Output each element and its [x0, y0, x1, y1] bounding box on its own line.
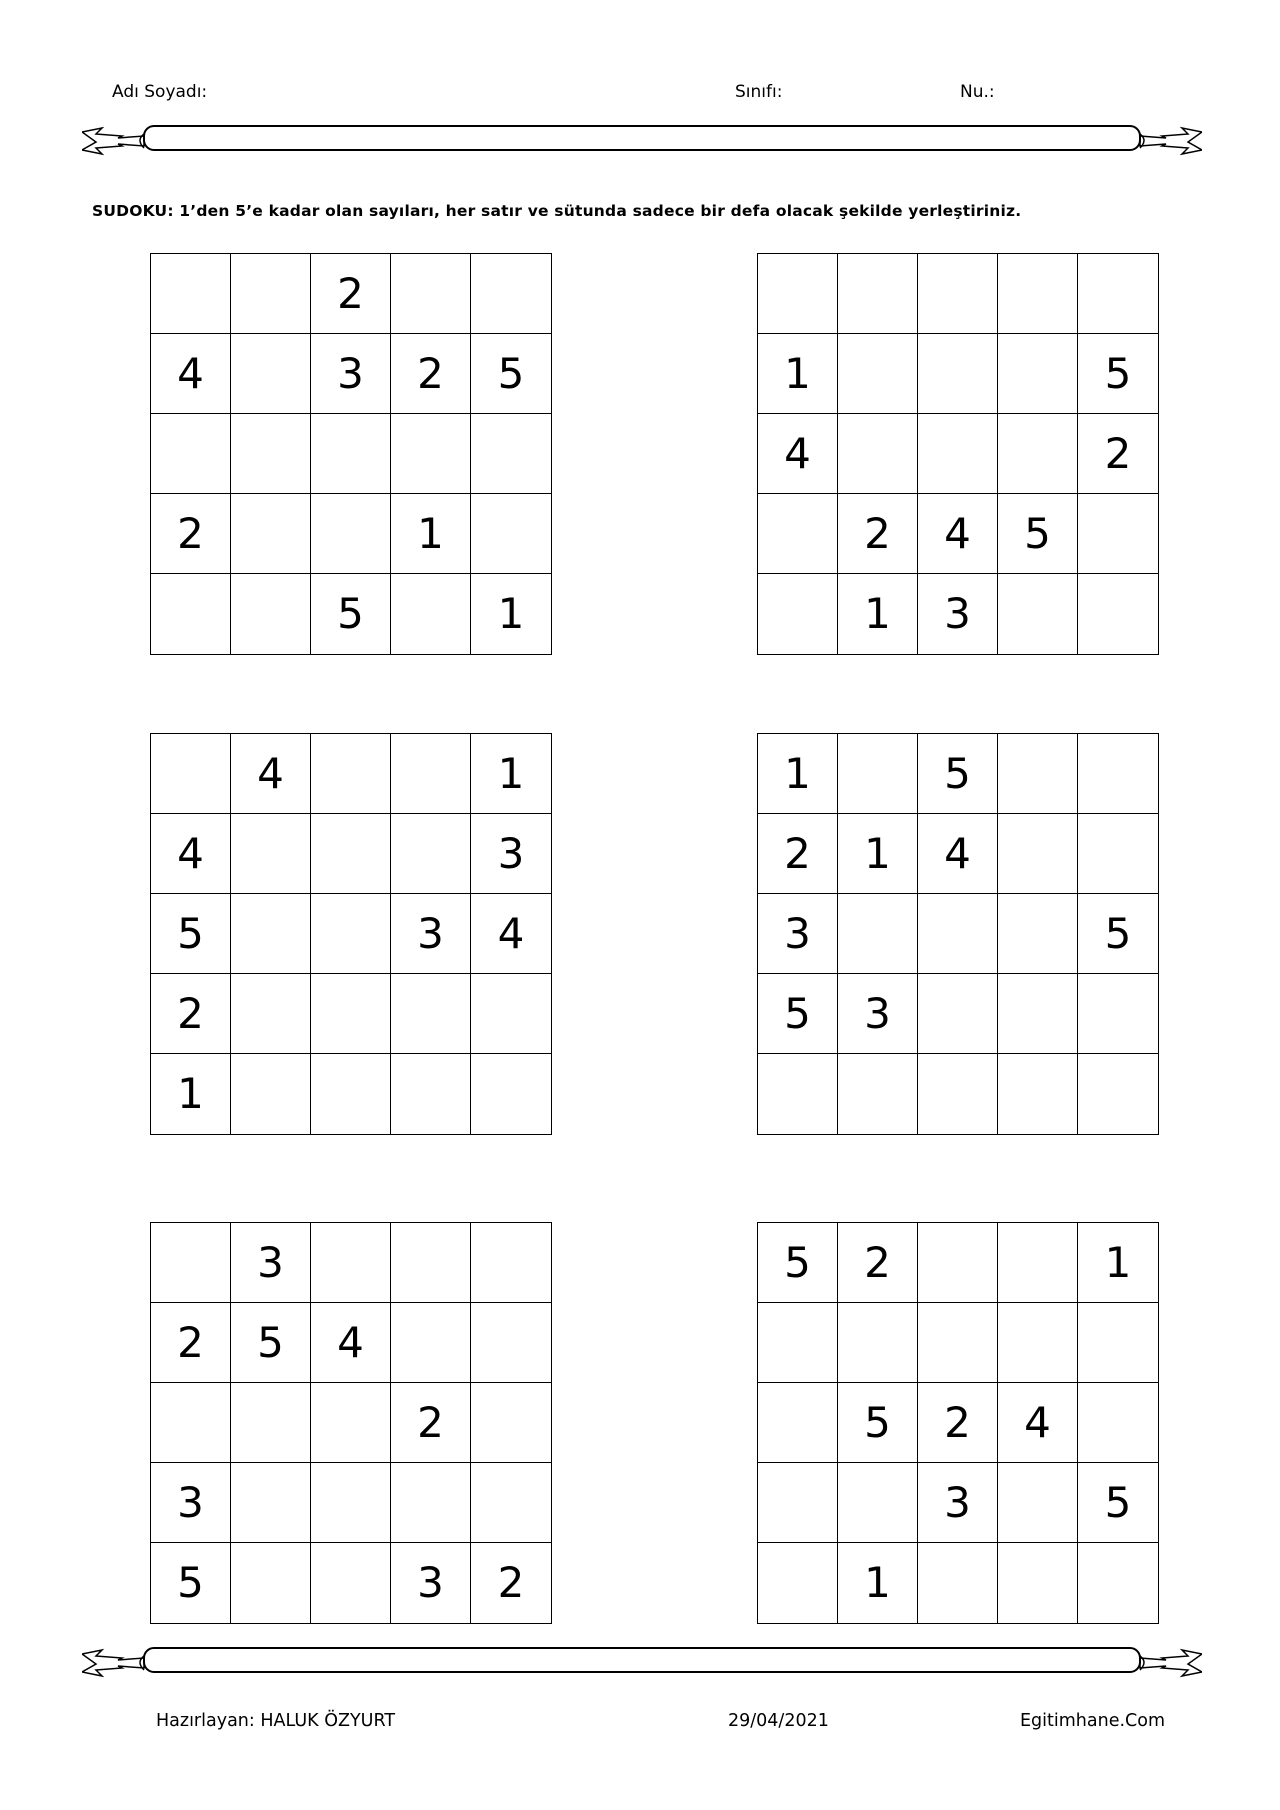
sudoku-empty-cell[interactable] [1078, 1303, 1158, 1383]
sudoku-given-cell: 2 [151, 1303, 231, 1383]
sudoku-empty-cell[interactable] [918, 334, 998, 414]
sudoku-given-cell: 5 [231, 1303, 311, 1383]
sudoku-empty-cell[interactable] [918, 1543, 998, 1623]
website-text: Egitimhane.Com [1020, 1711, 1166, 1731]
sudoku-given-cell: 3 [151, 1463, 231, 1543]
sudoku-empty-cell[interactable] [998, 1543, 1078, 1623]
sudoku-given-cell: 3 [311, 334, 391, 414]
sudoku-empty-cell[interactable] [391, 1223, 471, 1303]
sudoku-empty-cell[interactable] [838, 1463, 918, 1543]
sudoku-given-cell: 2 [1078, 414, 1158, 494]
sudoku-empty-cell[interactable] [998, 1054, 1078, 1134]
sudoku-given-cell: 5 [1078, 334, 1158, 414]
sudoku-empty-cell[interactable] [231, 1383, 311, 1463]
sudoku-empty-cell[interactable] [838, 334, 918, 414]
sudoku-given-cell: 4 [151, 334, 231, 414]
sudoku-empty-cell[interactable] [918, 974, 998, 1054]
sudoku-empty-cell[interactable] [311, 414, 391, 494]
sudoku-empty-cell[interactable] [391, 974, 471, 1054]
sudoku-given-cell: 5 [1078, 1463, 1158, 1543]
sudoku-empty-cell[interactable] [1078, 574, 1158, 654]
sudoku-empty-cell[interactable] [838, 254, 918, 334]
sudoku-given-cell: 5 [918, 734, 998, 814]
sudoku-empty-cell[interactable] [391, 254, 471, 334]
sudoku-given-cell: 3 [391, 894, 471, 974]
sudoku-given-cell: 2 [838, 1223, 918, 1303]
sudoku-empty-cell[interactable] [311, 1463, 391, 1543]
date-text: 29/04/2021 [728, 1711, 829, 1731]
sudoku-given-cell: 1 [758, 334, 838, 414]
sudoku-empty-cell[interactable] [758, 574, 838, 654]
sudoku-given-cell: 4 [758, 414, 838, 494]
sudoku-empty-cell[interactable] [918, 414, 998, 494]
sudoku-empty-cell[interactable] [998, 1223, 1078, 1303]
sudoku-given-cell: 4 [231, 734, 311, 814]
scroll-banner-top [82, 120, 1202, 160]
sudoku-empty-cell[interactable] [231, 814, 311, 894]
sudoku-given-cell: 5 [758, 1223, 838, 1303]
sudoku-empty-cell[interactable] [231, 334, 311, 414]
class-label: Sınıfı: [735, 82, 783, 102]
sudoku-empty-cell[interactable] [151, 734, 231, 814]
sudoku-empty-cell[interactable] [998, 574, 1078, 654]
sudoku-empty-cell[interactable] [391, 574, 471, 654]
sudoku-empty-cell[interactable] [391, 1303, 471, 1383]
sudoku-given-cell: 5 [838, 1383, 918, 1463]
sudoku-empty-cell[interactable] [998, 254, 1078, 334]
sudoku-empty-cell[interactable] [918, 1054, 998, 1134]
sudoku-empty-cell[interactable] [311, 1543, 391, 1623]
sudoku-given-cell: 2 [497, 1558, 525, 1607]
sudoku-grid-4 [757, 733, 1159, 1135]
sudoku-grid-5 [150, 1222, 552, 1624]
sudoku-empty-cell[interactable] [151, 254, 231, 334]
sudoku-given-cell: 3 [231, 1223, 311, 1303]
sudoku-given-cell: 2 [918, 1383, 998, 1463]
sudoku-grid-3 [150, 733, 552, 1135]
sudoku-empty-cell[interactable] [391, 414, 471, 494]
sudoku-given-cell: 4 [998, 1383, 1078, 1463]
sudoku-empty-cell[interactable] [311, 494, 391, 574]
sudoku-empty-cell[interactable] [758, 1463, 838, 1543]
sudoku-empty-cell[interactable] [231, 894, 311, 974]
sudoku-empty-cell[interactable] [918, 894, 998, 974]
sudoku-empty-cell[interactable] [1078, 974, 1158, 1054]
sudoku-empty-cell[interactable] [231, 494, 311, 574]
sudoku-empty-cell[interactable] [998, 894, 1078, 974]
sudoku-empty-cell[interactable] [1078, 1383, 1158, 1463]
sudoku-empty-cell[interactable] [918, 1223, 998, 1303]
sudoku-empty-cell[interactable] [471, 974, 551, 1054]
sudoku-empty-cell[interactable] [471, 1383, 551, 1463]
sudoku-empty-cell[interactable] [838, 1054, 918, 1134]
sudoku-given-cell: 1 [391, 494, 471, 574]
sudoku-empty-cell[interactable] [471, 254, 551, 334]
instruction-text: SUDOKU: 1’den 5’e kadar olan sayıları, her satır ve sütunda sadece bir defa olacak şekilde yerleştiriniz. [92, 202, 1022, 220]
sudoku-empty-cell[interactable] [998, 814, 1078, 894]
sudoku-empty-cell[interactable] [231, 574, 311, 654]
sudoku-empty-cell[interactable] [471, 494, 551, 574]
sudoku-given-cell: 5 [151, 894, 231, 974]
author-credit: Hazırlayan: HALUK ÖZYURT [156, 1711, 396, 1731]
sudoku-grid-1 [150, 253, 552, 655]
sudoku-given-cell: 1 [151, 1054, 231, 1134]
sudoku-empty-cell[interactable] [311, 1223, 391, 1303]
sudoku-empty-cell[interactable] [151, 414, 231, 494]
sudoku-empty-cell[interactable] [471, 414, 551, 494]
sudoku-empty-cell[interactable] [231, 1054, 311, 1134]
sudoku-empty-cell[interactable] [758, 1383, 838, 1463]
student-name-label: Adı Soyadı: [112, 82, 208, 102]
sudoku-given-cell: 4 [311, 1303, 391, 1383]
sudoku-grid-2 [757, 253, 1159, 655]
sudoku-empty-cell[interactable] [391, 814, 471, 894]
sudoku-empty-cell[interactable] [838, 414, 918, 494]
student-number-label: Nu.: [960, 82, 995, 102]
sudoku-given-cell: 3 [471, 814, 551, 894]
sudoku-given-cell: 3 [391, 1543, 471, 1623]
sudoku-empty-cell[interactable] [1078, 814, 1158, 894]
sudoku-empty-cell[interactable] [758, 494, 838, 574]
sudoku-given-cell: 3 [758, 894, 838, 974]
sudoku-empty-cell[interactable] [838, 894, 918, 974]
sudoku-empty-cell[interactable] [1078, 1054, 1158, 1134]
sudoku-empty-cell[interactable] [1078, 254, 1158, 334]
sudoku-empty-cell[interactable] [231, 414, 311, 494]
sudoku-empty-cell[interactable] [998, 414, 1078, 494]
sudoku-empty-cell[interactable] [471, 1223, 551, 1303]
sudoku-empty-cell[interactable] [311, 974, 391, 1054]
sudoku-given-cell: 2 [311, 254, 391, 334]
sudoku-empty-cell[interactable] [918, 254, 998, 334]
sudoku-empty-cell[interactable] [391, 1463, 471, 1543]
sudoku-empty-cell[interactable] [311, 734, 391, 814]
sudoku-empty-cell[interactable] [231, 1543, 311, 1623]
sudoku-given-cell: 1 [838, 574, 918, 654]
sudoku-empty-cell[interactable] [231, 1463, 311, 1543]
sudoku-given-cell: 1 [497, 589, 525, 638]
sudoku-given-cell: 4 [918, 494, 998, 574]
sudoku-empty-cell[interactable] [1078, 1543, 1158, 1623]
sudoku-empty-cell[interactable] [758, 1303, 838, 1383]
sudoku-given-cell: 3 [918, 1463, 998, 1543]
sudoku-empty-cell[interactable] [998, 1303, 1078, 1383]
sudoku-empty-cell[interactable] [998, 334, 1078, 414]
sudoku-empty-cell[interactable] [311, 1054, 391, 1134]
sudoku-given-cell: 5 [758, 974, 838, 1054]
sudoku-empty-cell[interactable] [471, 1463, 551, 1543]
sudoku-given-cell: 1 [758, 734, 838, 814]
sudoku-grid-6 [757, 1222, 1159, 1624]
sudoku-given-cell: 2 [838, 494, 918, 574]
sudoku-empty-cell[interactable] [758, 254, 838, 334]
sudoku-empty-cell[interactable] [471, 1054, 551, 1134]
sudoku-empty-cell[interactable] [918, 1303, 998, 1383]
sudoku-empty-cell[interactable] [151, 1383, 231, 1463]
sudoku-empty-cell[interactable] [471, 1303, 551, 1383]
sudoku-empty-cell[interactable] [998, 1463, 1078, 1543]
sudoku-given-cell: 3 [838, 974, 918, 1054]
sudoku-empty-cell[interactable] [1078, 494, 1158, 574]
sudoku-empty-cell[interactable] [311, 814, 391, 894]
sudoku-empty-cell[interactable] [231, 254, 311, 334]
sudoku-empty-cell[interactable] [838, 734, 918, 814]
sudoku-empty-cell[interactable] [311, 1383, 391, 1463]
sudoku-given-cell: 3 [918, 574, 998, 654]
sudoku-given-cell: 5 [151, 1543, 231, 1623]
sudoku-empty-cell[interactable] [758, 1543, 838, 1623]
sudoku-given-cell: 4 [918, 814, 998, 894]
sudoku-empty-cell[interactable] [151, 1223, 231, 1303]
sudoku-empty-cell[interactable] [838, 1303, 918, 1383]
sudoku-given-cell: 2 [151, 494, 231, 574]
sudoku-given-cell: 4 [471, 894, 551, 974]
sudoku-given-cell: 2 [391, 334, 471, 414]
sudoku-empty-cell[interactable] [998, 734, 1078, 814]
sudoku-given-cell: 1 [1078, 1223, 1158, 1303]
sudoku-empty-cell[interactable] [151, 574, 231, 654]
sudoku-given-cell: 5 [998, 494, 1078, 574]
scroll-banner-bottom [82, 1642, 1202, 1682]
sudoku-given-cell: 4 [151, 814, 231, 894]
sudoku-empty-cell[interactable] [391, 734, 471, 814]
sudoku-given-cell: 1 [838, 1543, 918, 1623]
sudoku-empty-cell[interactable] [391, 1054, 471, 1134]
sudoku-given-cell: 1 [838, 814, 918, 894]
sudoku-given-cell: 5 [471, 334, 551, 414]
sudoku-empty-cell[interactable] [1078, 734, 1158, 814]
sudoku-given-cell: 1 [471, 734, 551, 814]
sudoku-empty-cell[interactable] [998, 974, 1078, 1054]
sudoku-given-cell: 2 [151, 974, 231, 1054]
sudoku-given-cell: 5 [311, 574, 391, 654]
sudoku-given-cell: 2 [758, 814, 838, 894]
sudoku-empty-cell[interactable] [231, 974, 311, 1054]
sudoku-empty-cell[interactable] [758, 1054, 838, 1134]
sudoku-given-cell: 5 [1078, 894, 1158, 974]
sudoku-empty-cell[interactable] [311, 894, 391, 974]
sudoku-given-cell: 2 [391, 1383, 471, 1463]
